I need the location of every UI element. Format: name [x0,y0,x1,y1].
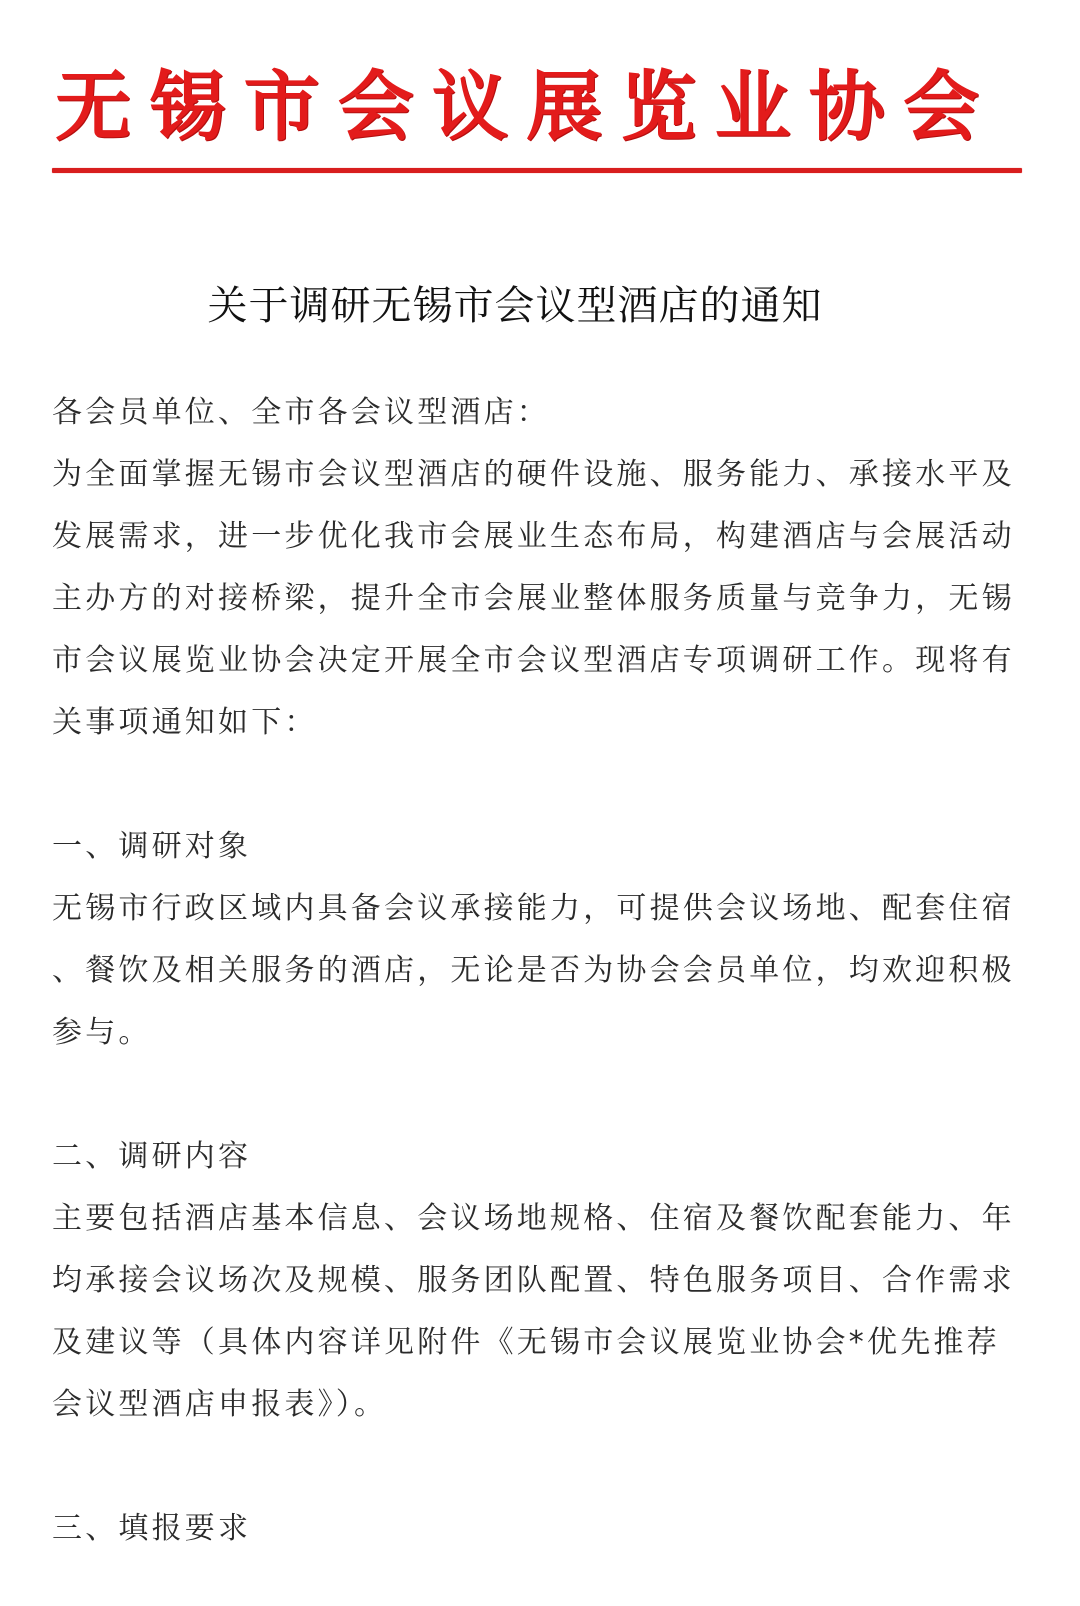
intro-line: 关事项通知如下： [52,705,318,740]
document-body [52,382,1015,1560]
letterhead-char: 会 [337,62,414,151]
letterhead-char: 览 [620,62,697,151]
letterhead-char: 锡 [149,62,226,151]
salutation: 各会员单位、全市各会议型酒店： [52,395,550,430]
letterhead-char: 无 [55,62,131,151]
letterhead-char: 会 [902,62,979,151]
intro-line: 市会议展览业协会决定开展全市会议型酒店专项调研工作。现将有 [52,643,1015,678]
letterhead-organization-name [52,62,982,152]
spacer [52,1436,982,1498]
letterhead-char: 业 [714,62,791,151]
intro-paragraph [52,444,1015,754]
spacer [52,1064,982,1126]
section-line: 主要包括酒店基本信息、会议场地规格、住宿及餐饮配套能力、年 [52,1201,1015,1236]
section-line: 及建议等（具体内容详见附件《无锡市会议展览业协会*优先推荐 [52,1325,1000,1360]
intro-line: 为全面掌握无锡市会议型酒店的硬件设施、服务能力、承接水平及 [52,457,1015,492]
intro-line: 发展需求，进一步优化我市会展业生态布局，构建酒店与会展活动 [52,519,1015,554]
section-line: 、餐饮及相关服务的酒店，无论是否为协会会员单位，均欢迎积极 [52,953,1015,988]
letterhead-char: 协 [808,62,885,151]
section-heading: 一、调研对象 [52,829,252,864]
section-line: 参与。 [52,1015,152,1050]
section-heading: 三、填报要求 [52,1511,252,1546]
letterhead-char: 议 [431,62,508,151]
section-heading: 二、调研内容 [52,1139,252,1174]
section-filing-requirements [52,1498,982,1560]
intro-line: 主办方的对接桥梁，提升全市会展业整体服务质量与竞争力，无锡 [52,581,1015,616]
letterhead-char: 展 [526,62,603,151]
section-line: 无锡市行政区域内具备会议承接能力，可提供会议场地、配套住宿 [52,891,1015,926]
section-research-content [52,1126,1015,1436]
spacer [52,754,982,816]
section-line: 均承接会议场次及规模、服务团队配置、特色服务项目、合作需求 [52,1263,1015,1298]
section-line: 会议型酒店申报表》）。 [52,1387,388,1422]
section-research-targets [52,816,1015,1064]
letterhead-divider [52,168,1022,173]
letterhead-char: 市 [243,62,320,151]
document-title: 关于调研无锡市会议型酒店的通知 [207,283,823,329]
